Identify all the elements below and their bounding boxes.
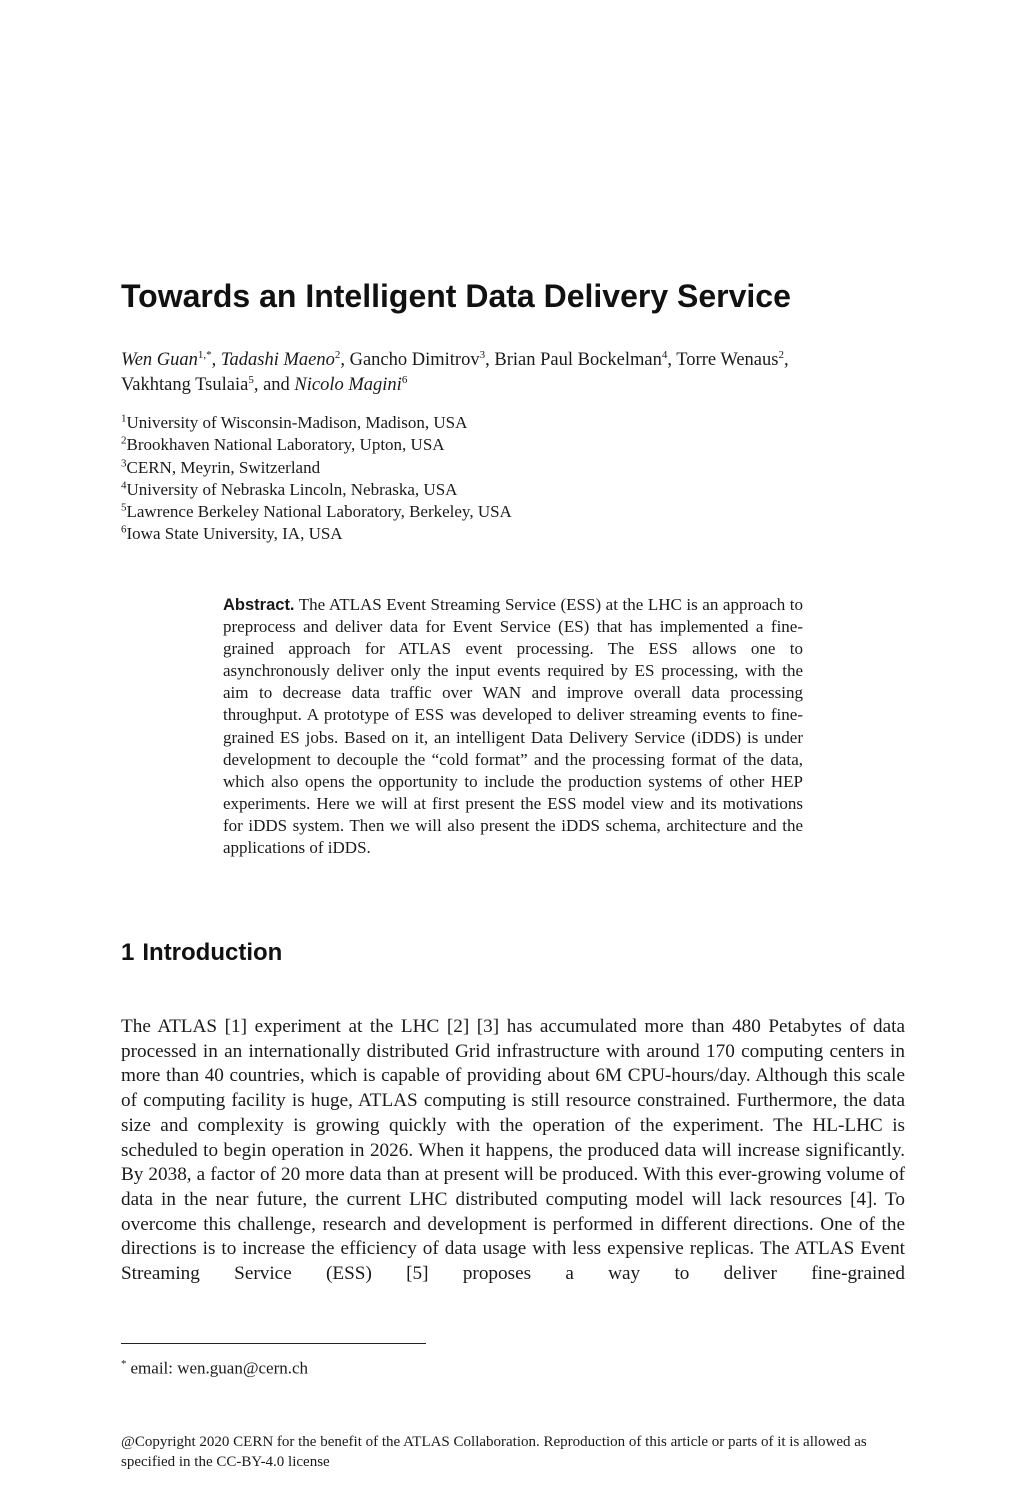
abstract (223, 594, 803, 859)
copyright-notice: @Copyright 2020 CERN for the benefit of the ATLAS Collaboration. Reproduction of this article or parts of it is allowed as specified in the CC-BY-4.0 license (121, 1434, 867, 1470)
section-number: 1 (121, 939, 135, 966)
affiliation: $^6$Iowa State University, IA, USA (121, 523, 343, 544)
author-affiliation-mark: 6 (401, 373, 408, 386)
abstract-label: Abstract. (223, 596, 295, 614)
footnote (121, 1353, 721, 1380)
author-name: Wen Guan (121, 350, 198, 370)
author-name: Tadashi Maeno (220, 350, 335, 370)
author-affiliation-mark: 5 (248, 373, 254, 386)
footnote-mark: * (121, 1358, 127, 1370)
affiliation: $^5$Lawrence Berkeley National Laboratory, Berkeley, USA (121, 501, 512, 522)
author-list: Wen Guan$^{1,*}$, Tadashi Maeno$^2$, Gancho Dimitrov$^3$, Brian Paul Bockelman$^4$, Torre Wenaus$^2$, Vakhtang Tsulaia$^5$, and Nicolo Magini$^6$ (121, 348, 789, 395)
author-affiliation-mark: 3 (479, 348, 486, 361)
author-name: Torre Wenaus (676, 350, 779, 370)
author-affiliation-mark: 2 (778, 348, 784, 361)
affiliation: $^4$University of Nebraska Lincoln, Nebraska, USA (121, 479, 458, 499)
section-body: The ATLAS [1] experiment at the LHC [2] [3] has accumulated more than 480 Petabytes of data processed in an internationally distributed Grid infrastructure with around 170 computing centers in more than 40 countries, which is capable of providing about 6M CPU-hours/day. Although this scale of computing facility is huge, ATLAS computing is still resource constrained. Furthermore, the data size and complexity is growing quickly with the operation of the experiment. The HL-LHC is scheduled to begin operation in 2026. When it happens, the produced data will increase significantly. By 2038, a factor of 20 more data than at present will be produced. With this ever-growing volume of data in the near future, the current LHC distributed computing model will lack resources [4]. To overcome this challenge, research and development is performed in different directions. One of the directions is to increase the efficiency of data usage with less expensive replicas. The ATLAS Event Streaming Service (ESS) [5] proposes a way to deliver fine-grained (121, 1016, 905, 1285)
author-name: Vakhtang Tsulaia (121, 375, 249, 395)
footnote-email: email: wen.guan@cern.ch (130, 1358, 309, 1378)
author-name: Nicolo Magini (294, 375, 402, 395)
affiliation: $^1$University of Wisconsin-Madison, Madison, USA (121, 412, 468, 432)
author-affiliation-mark: 2 (334, 348, 341, 361)
author-name: Gancho Dimitrov (349, 350, 480, 370)
affiliation-list (121, 412, 821, 546)
section-heading (121, 937, 282, 969)
footnote-divider (121, 1343, 426, 1344)
author-affiliation-mark: 4 (661, 348, 668, 361)
abstract-text: The ATLAS Event Streaming Service (ESS) at the LHC is an approach to preprocess and deliver data for Event Service (ES) that has implemented a fine-grained approach for ATLAS event processing. The ESS allows one to asynchronously deliver only the input events required by ES processing, with the aim to decrease data traffic over WAN and improve overall data processing throughput. A prototype of ESS was developed to deliver streaming events to fine-grained ES jobs. Based on it, an intelligent Data Delivery Service (iDDS) is under development to decouple the “cold format” and the processing format of the data, which also opens the opportunity to include the production systems of other HEP experiments. Here we will at first present the ESS model view and its motivations for iDDS system. Then we will also present the iDDS schema, architecture and the applications of iDDS. (223, 595, 803, 858)
affiliation: $^2$Brookhaven National Laboratory, Upton, USA (121, 434, 445, 455)
section-title: Introduction (142, 939, 283, 966)
affiliation: $^3$CERN, Meyrin, Switzerland (121, 456, 321, 477)
paper-title: Towards an Intelligent Data Delivery Service (121, 278, 791, 314)
author-affiliation-mark: 1,* (197, 348, 212, 361)
author-name: Brian Paul Bockelman (494, 350, 662, 370)
